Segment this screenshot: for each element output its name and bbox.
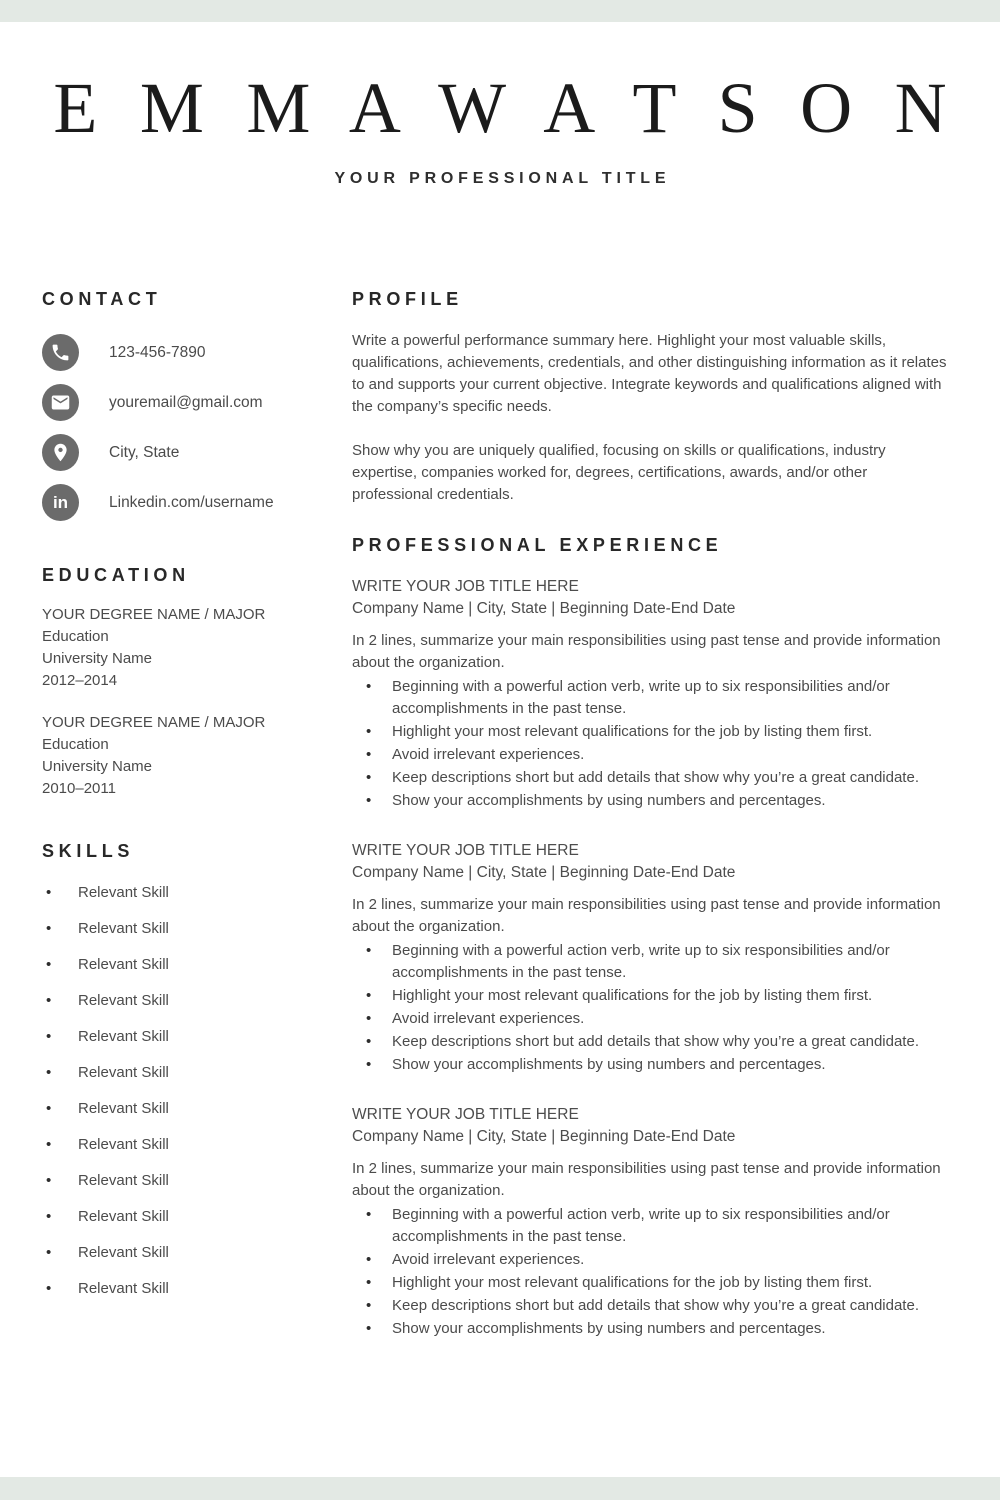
skill-item: • Relevant Skill bbox=[42, 882, 334, 904]
education-type: Education bbox=[42, 736, 109, 753]
job-bullet: • Keep descriptions short but add details that show why you’re a great candidate. bbox=[352, 1031, 948, 1053]
bullet-icon: • bbox=[366, 723, 372, 740]
profile-section bbox=[352, 288, 948, 506]
skill-item: • Relevant Skill bbox=[42, 1278, 334, 1300]
profile-heading: PROFILE bbox=[352, 289, 463, 309]
linkedin-icon: in bbox=[42, 484, 79, 521]
job-title: WRITE YOUR JOB TITLE HERE bbox=[352, 578, 579, 595]
job-bullet: • Highlight your most relevant qualifications for the job by listing them first. bbox=[352, 985, 948, 1007]
job-bullet: • Highlight your most relevant qualifications for the job by listing them first. bbox=[352, 1272, 948, 1294]
job-entry bbox=[352, 576, 948, 812]
contact-item-email bbox=[42, 384, 334, 421]
bullet-icon: • bbox=[366, 1033, 372, 1050]
bullet-icon: • bbox=[46, 884, 52, 901]
bullet-icon: • bbox=[46, 1136, 52, 1153]
job-bullet: • Keep descriptions short but add details that show why you’re a great candidate. bbox=[352, 1295, 948, 1317]
job-bullet: • Keep descriptions short but add details that show why you’re a great candidate. bbox=[352, 767, 948, 789]
skill-item: • Relevant Skill bbox=[42, 954, 334, 976]
skills-list bbox=[42, 882, 334, 1300]
bullet-icon: • bbox=[366, 1320, 372, 1337]
skill-item: • Relevant Skill bbox=[42, 1242, 334, 1264]
education-dates: 2010–2011 bbox=[42, 780, 116, 797]
skill-item: • Relevant Skill bbox=[42, 990, 334, 1012]
job-summary: In 2 lines, summarize your main responsibilities using past tense and provide information about the organization. bbox=[352, 896, 941, 935]
job-summary: In 2 lines, summarize your main responsibilities using past tense and provide information about the organization. bbox=[352, 632, 941, 671]
degree-name: YOUR DEGREE NAME / MAJOR bbox=[42, 714, 266, 731]
job-meta: Company Name | City, State | Beginning Date-End Date bbox=[352, 600, 736, 617]
skill-item: • Relevant Skill bbox=[42, 1170, 334, 1192]
location-text: City, State bbox=[109, 443, 180, 461]
education-dates: 2012–2014 bbox=[42, 672, 118, 689]
education-type: Education bbox=[42, 628, 109, 645]
job-title: WRITE YOUR JOB TITLE HERE bbox=[352, 842, 579, 859]
job-bullet: • Avoid irrelevant experiences. bbox=[352, 1249, 948, 1271]
job-bullet: • Beginning with a powerful action verb, write up to six responsibilities and/or accomplishments in the past tense. bbox=[366, 942, 890, 981]
job-bullet: • Avoid irrelevant experiences. bbox=[352, 744, 948, 766]
job-title: WRITE YOUR JOB TITLE HERE bbox=[352, 1106, 579, 1123]
job-bullet: • Beginning with a powerful action verb, write up to six responsibilities and/or accomplishments in the past tense. bbox=[366, 1206, 890, 1245]
location-icon bbox=[42, 434, 79, 471]
bullet-icon: • bbox=[366, 792, 372, 809]
bullet-icon: • bbox=[366, 1056, 372, 1073]
skill-item: • Relevant Skill bbox=[42, 1062, 334, 1084]
job-meta: Company Name | City, State | Beginning Date-End Date bbox=[352, 1128, 736, 1145]
experience-heading: PROFESSIONAL EXPERIENCE bbox=[352, 535, 723, 555]
bullet-icon: • bbox=[46, 1244, 52, 1261]
bullet-icon: • bbox=[366, 769, 372, 786]
skill-item: • Relevant Skill bbox=[42, 1098, 334, 1120]
job-summary: In 2 lines, summarize your main responsibilities using past tense and provide information about the organization. bbox=[352, 1160, 941, 1199]
skill-item: • Relevant Skill bbox=[42, 1206, 334, 1228]
contact-item-phone bbox=[42, 334, 334, 371]
skill-item: • Relevant Skill bbox=[42, 918, 334, 940]
bottom-accent-band bbox=[0, 1477, 1000, 1500]
job-bullet: • Beginning with a powerful action verb, write up to six responsibilities and/or accomplishments in the past tense. bbox=[366, 678, 890, 717]
job-bullet: • Show your accomplishments by using numbers and percentages. bbox=[352, 1318, 948, 1340]
contact-heading: CONTACT bbox=[42, 289, 162, 309]
university-name: University Name bbox=[42, 758, 153, 775]
education-heading: EDUCATION bbox=[42, 565, 190, 585]
education-section bbox=[42, 564, 334, 800]
top-accent-band bbox=[0, 0, 1000, 22]
job-bullet: • Show your accomplishments by using numbers and percentages. bbox=[352, 790, 948, 812]
bullet-icon: • bbox=[366, 1206, 372, 1223]
bullet-icon: • bbox=[46, 1280, 52, 1297]
professional-title: YOUR PROFESSIONAL TITLE bbox=[334, 170, 671, 187]
education-entry bbox=[42, 712, 334, 800]
bullet-icon: • bbox=[366, 987, 372, 1004]
skills-heading: SKILLS bbox=[42, 841, 135, 861]
bullet-icon: • bbox=[366, 678, 372, 695]
job-bullet-list bbox=[352, 940, 948, 1076]
skills-section bbox=[42, 840, 334, 1300]
job-bullet: • Show your accomplishments by using numbers and percentages. bbox=[352, 1054, 948, 1076]
profile-paragraph: Write a powerful performance summary here. Highlight your most valuable skills, qualifications, achievements, credentials, and other distinguishing information as it relates to and supports your current objective. Integrate keywords and qualifications aligned with the company’s specific needs. bbox=[352, 332, 947, 415]
bullet-icon: • bbox=[46, 1064, 52, 1081]
bullet-icon: • bbox=[366, 746, 372, 763]
job-bullet: • Avoid irrelevant experiences. bbox=[352, 1008, 948, 1030]
contact-item-location bbox=[42, 434, 334, 471]
name-heading: E M M A W A T S O N bbox=[53, 68, 959, 148]
degree-name: YOUR DEGREE NAME / MAJOR bbox=[42, 606, 266, 623]
bullet-icon: • bbox=[46, 920, 52, 937]
job-entry bbox=[352, 1104, 948, 1340]
bullet-icon: • bbox=[46, 992, 52, 1009]
education-entry bbox=[42, 604, 334, 692]
email-icon bbox=[42, 384, 79, 421]
bullet-icon: • bbox=[366, 1251, 372, 1268]
bullet-icon: • bbox=[366, 942, 372, 959]
job-bullet-list bbox=[352, 1204, 948, 1340]
email-address: youremail@gmail.com bbox=[109, 393, 263, 411]
linkedin-url: Linkedin.com/username bbox=[109, 493, 274, 511]
experience-section bbox=[352, 534, 948, 1340]
profile-paragraph: Show why you are uniquely qualified, focusing on skills or qualifications, industry expertise, companies worked for, degrees, certifications, awards, and/or other professional credentials. bbox=[352, 442, 886, 503]
right-column bbox=[352, 288, 948, 1368]
job-bullet-list bbox=[352, 676, 948, 812]
contact-item-linkedin bbox=[42, 484, 334, 521]
phone-number: 123-456-7890 bbox=[109, 343, 206, 361]
phone-icon bbox=[42, 334, 79, 371]
skill-item: • Relevant Skill bbox=[42, 1026, 334, 1048]
job-bullet: • Highlight your most relevant qualifications for the job by listing them first. bbox=[352, 721, 948, 743]
bullet-icon: • bbox=[46, 1028, 52, 1045]
bullet-icon: • bbox=[46, 1208, 52, 1225]
bullet-icon: • bbox=[366, 1274, 372, 1291]
resume-header bbox=[0, 68, 1000, 188]
contact-section bbox=[42, 288, 334, 521]
skill-item: • Relevant Skill bbox=[42, 1134, 334, 1156]
university-name: University Name bbox=[42, 650, 153, 667]
bullet-icon: • bbox=[366, 1297, 372, 1314]
bullet-icon: • bbox=[366, 1010, 372, 1027]
left-column bbox=[42, 288, 334, 1314]
bullet-icon: • bbox=[46, 1100, 52, 1117]
job-entry bbox=[352, 840, 948, 1076]
job-meta: Company Name | City, State | Beginning Date-End Date bbox=[352, 864, 736, 881]
bullet-icon: • bbox=[46, 956, 52, 973]
bullet-icon: • bbox=[46, 1172, 52, 1189]
